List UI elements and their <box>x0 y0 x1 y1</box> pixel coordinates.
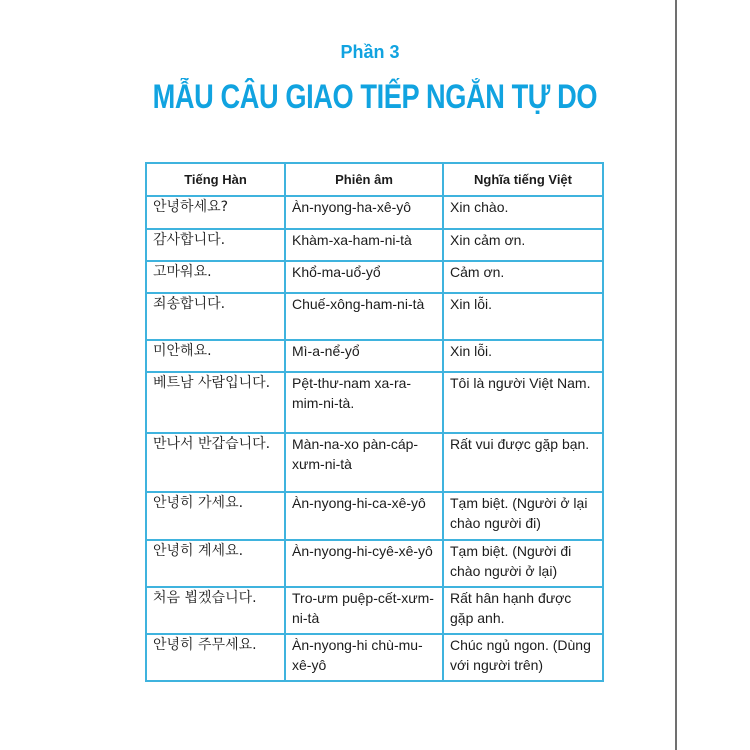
phonetic-cell: Khổ-ma-uổ-yổ <box>285 261 443 293</box>
table-header-row <box>146 163 603 196</box>
meaning-cell: Cảm ơn. <box>443 261 603 293</box>
korean-cell: 만나서 반갑습니다. <box>146 433 285 492</box>
meaning-cell: Tạm biệt. (Người đi chào người ở lại) <box>443 540 603 587</box>
phonetic-cell: Khàm-xa-ham-ni-tà <box>285 229 443 261</box>
phonetic-cell: Àn-nyong-hi chù-mu-xê-yô <box>285 634 443 681</box>
table-row <box>146 229 603 261</box>
phonetic-cell: Mì-a-nể-yổ <box>285 340 443 372</box>
phonetic-cell: Tro-ưm puệp-cết-xưm-ni-tà <box>285 587 443 634</box>
meaning-cell: Tạm biệt. (Người ở lại chào người đi) <box>443 492 603 540</box>
meaning-cell: Rất hân hạnh được gặp anh. <box>443 587 603 634</box>
phonetic-cell: Àn-nyong-hi-cyê-xê-yô <box>285 540 443 587</box>
korean-cell: 고마워요. <box>146 261 285 293</box>
meaning-cell: Chúc ngủ ngon. (Dùng với người trên) <box>443 634 603 681</box>
phonetic-cell: Àn-nyong-ha-xê-yô <box>285 196 443 229</box>
meaning-cell: Xin lỗi. <box>443 340 603 372</box>
table-row <box>146 634 603 681</box>
column-header-phonetic: Phiên âm <box>285 163 443 196</box>
table-row <box>146 340 603 372</box>
meaning-cell: Xin chào. <box>443 196 603 229</box>
korean-cell: 처음 뵙겠습니다. <box>146 587 285 634</box>
table-row <box>146 293 603 340</box>
phrase-table <box>145 162 604 682</box>
meaning-cell: Xin cảm ơn. <box>443 229 603 261</box>
table-row <box>146 540 603 587</box>
korean-cell: 감사합니다. <box>146 229 285 261</box>
korean-cell: 죄송합니다. <box>146 293 285 340</box>
meaning-cell: Rất vui được gặp bạn. <box>443 433 603 492</box>
page-title-text: MẪU CÂU GIAO TIẾP NGẮN TỰ DO <box>152 78 598 116</box>
meaning-cell: Tôi là người Việt Nam. <box>443 372 603 433</box>
phonetic-cell: Chuế-xông-ham-ni-tà <box>285 293 443 340</box>
column-header-meaning: Nghĩa tiếng Việt <box>443 163 603 196</box>
korean-cell: 안녕히 주무세요. <box>146 634 285 681</box>
korean-cell: 베트남 사람입니다. <box>146 372 285 433</box>
korean-cell: 미안해요. <box>146 340 285 372</box>
phonetic-cell: Màn-na-xo pàn-cáp-xưm-ni-tà <box>285 433 443 492</box>
phonetic-cell: Pệt-thư-nam xa-ra-mim-ni-tà. <box>285 372 443 433</box>
table-row <box>146 587 603 634</box>
korean-cell: 안녕히 가세요. <box>146 492 285 540</box>
table-row <box>146 196 603 229</box>
phonetic-cell: Àn-nyong-hi-ca-xê-yô <box>285 492 443 540</box>
table-row <box>146 492 603 540</box>
table-row <box>146 372 603 433</box>
korean-cell: 안녕히 계세요. <box>146 540 285 587</box>
meaning-cell: Xin lỗi. <box>443 293 603 340</box>
part-label: Phần 3 <box>340 42 400 62</box>
table-row <box>146 433 603 492</box>
page-title <box>0 78 750 117</box>
korean-cell: 안녕하세요? <box>146 196 285 229</box>
column-header-korean: Tiếng Hàn <box>146 163 285 196</box>
table-row <box>146 261 603 293</box>
